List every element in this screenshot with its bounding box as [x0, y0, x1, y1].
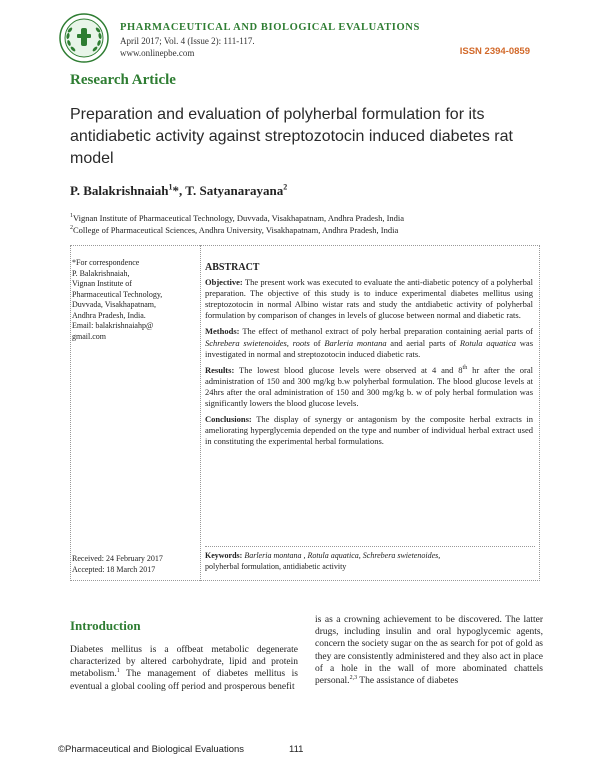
methods-text-a: The effect of methanol extract of poly herbal preparation containing aerial parts of: [239, 326, 533, 337]
methods-text-d: and aerial parts of: [386, 337, 460, 348]
article-title: Preparation and evaluation of polyherbal formulation for its antidiabetic activity against streptozotocin induced diabetes rat model: [70, 106, 513, 167]
abstract-objective: [205, 277, 533, 321]
affiliation-2-number: 2: [70, 225, 73, 232]
accepted-date: Accepted: 18 March 2017: [72, 564, 156, 574]
species-2: Barleria montana: [324, 337, 387, 348]
introduction-heading: Introduction: [70, 618, 141, 633]
col1-text-b: The management of diabetes mellitus is eventual a global cooling off period and prosperous benefit: [70, 669, 298, 692]
intro-paragraph-1: [70, 644, 298, 693]
abstract-heading: ABSTRACT: [205, 262, 260, 273]
correspondence-label: *For correspondence: [72, 258, 140, 267]
col2-text-a: is as a crowning achievement to be discovered. The latter drugs, including insulin and oral hypoglycemic agents, concern the society sugar on the as search for pot of gold as they are consistently administered and they also act in place of a hole in the wall of more abominated chattels personal.: [315, 615, 543, 687]
received-date: Received: 24 February 2017: [72, 554, 163, 563]
affiliation-1: [70, 213, 404, 223]
keywords-divider: [205, 546, 535, 548]
affiliation-2-text: College of Pharmaceutical Sciences, Andhra University, Visakhapatnam, Andhra Pradesh, India: [73, 225, 399, 235]
author-1-mark: *,: [172, 183, 186, 198]
abstract-block: [205, 262, 533, 452]
results-superscript: th: [462, 364, 468, 371]
conclusions-label: Conclusions:: [205, 414, 252, 425]
keywords-rest: polyherbal formulation, antidiabetic activity: [205, 562, 347, 571]
footer-copyright: ©Pharmaceutical and Biological Evaluations: [58, 744, 245, 755]
keywords-species: Barleria montana , Rotula aquatica, Schrebera swietenoides,: [242, 551, 441, 560]
affiliation-1-text: Vignan Institute of Pharmaceutical Technology, Duvvada, Visakhapatnam, Andhra Pradesh, India: [73, 213, 405, 223]
citation-2-3: 2,3: [349, 674, 358, 681]
col2-text-b: The assistance of diabetes: [357, 676, 459, 687]
affiliation-1-number: 1: [70, 213, 73, 220]
frame-bottom-divider: [70, 580, 540, 582]
intro-paragraph-2: [315, 614, 543, 687]
body-column-2: [315, 614, 543, 687]
objective-text: The present work was executed to evaluate the anti-diabetic potency of a polyherbal preparation. The objective of this study is to induce experimental diabetes mellitus using streptozotocin in normal Albino wistar rats and study the antdiabetic activity of polyherbal formulation by comparison of changes in levels of glucose between normal and diabetic rats.: [205, 277, 533, 321]
affiliation-2: [70, 225, 398, 235]
abstract-conclusions: [205, 414, 533, 447]
correspondence-name: P. Balakrishnaiah,: [72, 268, 130, 278]
objective-label: Objective:: [205, 277, 243, 288]
issue-line: April 2017; Vol. 4 (Issue 2): 111-117.: [120, 36, 255, 46]
correspondence-org-2: Pharmaceutical Technology,: [72, 289, 163, 299]
page-number: 111: [289, 744, 304, 755]
keywords-block: [205, 550, 533, 572]
author-1: P. Balakrishnaiah: [70, 183, 169, 198]
methods-text-e: was investigated in normal and streptozotocin induced diabetic rats.: [205, 337, 533, 359]
frame-top-divider: [70, 245, 540, 247]
frame-column-divider: [200, 245, 202, 581]
correspondence-email-2[interactable]: gmail.com: [72, 331, 106, 341]
results-text-a: The lowest blood glucose levels were observed at 4 and 8: [234, 364, 463, 375]
col1-text-a: Diabetes mellitus is a offbeat metabolic degenerate characterized by altered carbohydrate, lipid and protein metabolism.: [70, 645, 298, 680]
results-label: Results:: [205, 364, 235, 375]
abstract-methods: [205, 326, 533, 359]
citation-1: 1: [116, 668, 120, 675]
article-type: Research Article: [70, 72, 176, 88]
author-2: T. Satyanarayana: [185, 183, 284, 198]
frame-right-divider: [539, 245, 541, 581]
body-column-1: [70, 644, 298, 693]
issn-label: ISSN 2394-0859: [459, 46, 530, 57]
methods-text-c: of: [309, 337, 325, 348]
plant-part: roots: [292, 337, 310, 348]
correspondence-email-1[interactable]: Email: balakrishnaiahp@: [72, 321, 154, 330]
journal-laurel-logo-icon: [58, 12, 110, 64]
correspondence-city-2: Andhra Pradesh, India.: [72, 310, 146, 320]
results-text-b: hr after the oral administration of 150 and 300 mg/kg b.w polyherbal formulation. The blood glucose levels at 24hrs after the oral administration of 150 and 300 mg/kg b. w of poly herbal formulation was significantly lowers the blood glucose levels.: [205, 364, 534, 409]
author-line: [70, 183, 287, 199]
conclusions-text: The display of synergy or antagonism by the composite herbal extracts in ameliorating hyperglycemia depended on the type and number of individual herbal extract used in constituting the experimental herbal formulations.: [205, 414, 533, 447]
methods-label: Methods:: [205, 326, 240, 337]
journal-name: PHARMACEUTICAL AND BIOLOGICAL EVALUATIONS: [120, 22, 420, 33]
dates-block: [72, 554, 196, 575]
correspondence-org-1: Vignan Institute of: [72, 279, 132, 288]
species-1: Schrebera swietenoides: [205, 337, 287, 348]
abstract-results: [205, 365, 533, 409]
species-3: Rotula aquatica: [459, 337, 517, 348]
methods-text-b: ,: [286, 337, 293, 348]
correspondence-block: [72, 258, 196, 342]
author-1-affil: 1: [168, 182, 173, 192]
website-link[interactable]: www.onlinepbe.com: [120, 48, 195, 58]
author-2-affil: 2: [283, 182, 288, 192]
correspondence-city-1: Duvvada, Visakhapatnam,: [72, 300, 157, 309]
keywords-label: Keywords:: [205, 551, 243, 560]
